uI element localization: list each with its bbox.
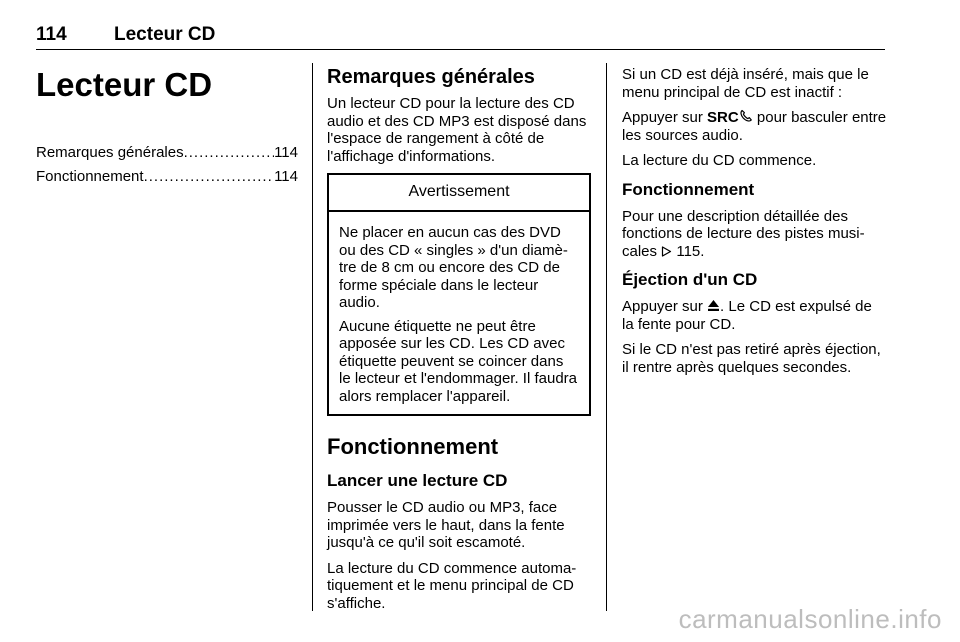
text-run: . Le CD est expulsé de la fente pour CD. [622, 298, 872, 333]
body-paragraph: La lecture du CD commence automatiquement et le menu principal de CD s'affiche. [327, 559, 577, 612]
page-reference[interactable]: 115. [676, 242, 705, 260]
column-divider-1 [312, 63, 313, 611]
page-number: 114 [36, 24, 67, 45]
chapter-heading: Lecteur CD [36, 66, 213, 103]
text-run: Pour une description détaillée des fonctions de lecture des pistes musicales [622, 207, 865, 260]
header-rule [36, 49, 885, 50]
body-paragraph [622, 109, 887, 144]
toc-leader [144, 167, 275, 186]
text-run: Appuyer sur [622, 298, 708, 315]
page-ref-arrow-icon [661, 243, 672, 260]
column-1 [36, 66, 298, 191]
subsection-heading: Éjection d'un CD [622, 270, 758, 289]
column-2 [327, 66, 591, 620]
warning-paragraph: Aucune étiquette ne peut être apposée sur les CD. Les CD avec étiquette peuvent se coincer dans le lecteur et l'endommager. Il faudra alors remplacer l'appareil. [339, 317, 577, 405]
text-run: Appuyer sur [622, 109, 708, 126]
toc-label: Remarques générales [36, 144, 184, 161]
watermark: carmanualsonline.info [678, 604, 942, 634]
body-paragraph: La lecture du CD commence. [622, 152, 817, 169]
column-divider-2 [606, 63, 607, 611]
intro-paragraph: Un lecteur CD pour la lecture des CD audio et des CD MP3 est disposé dans l'espace de rangement à côté de l'affichage d'informations. [327, 95, 587, 165]
body-paragraph [622, 298, 887, 333]
warning-body [329, 212, 589, 414]
toc-leader [184, 143, 274, 162]
subsection-heading: Fonctionnement [622, 179, 755, 199]
text-run: pour basculer entre les sources audio. [622, 109, 887, 144]
phone-hook-icon [739, 109, 753, 126]
section-heading: Remarques générales [327, 66, 535, 88]
chapter-title: Lecteur CD [114, 24, 216, 45]
page-header [36, 24, 215, 46]
toc-page: 114 [274, 168, 298, 185]
warning-box [327, 173, 591, 416]
toc-entry[interactable] [36, 143, 298, 162]
body-paragraph: Pousser le CD audio ou MP3, face imprimée vers le haut, dans la fente jusqu'à ce qu'il soit escamoté. [327, 499, 565, 551]
body-paragraph: Si un CD est déjà inséré, mais que le menu principal de CD est inactif : [622, 66, 869, 101]
warning-paragraph: Ne placer en aucun cas des DVD ou des CD « singles » d'un diamètre de 8 cm ou encore des CD de forme spéciale dans le lecteur audio. [339, 224, 568, 311]
subsection-heading: Lancer une lecture CD [327, 471, 508, 490]
toc-label: Fonctionnement [36, 168, 144, 185]
toc-entry[interactable] [36, 167, 298, 186]
body-paragraph: Si le CD n'est pas retiré après éjection, il rentre après quelques secondes. [622, 341, 881, 376]
eject-icon [707, 298, 720, 315]
src-key-label: SRC [707, 109, 739, 126]
section-heading: Fonctionnement [327, 434, 499, 459]
column-3 [622, 66, 887, 384]
toc-page: 114 [274, 144, 298, 161]
body-paragraph [622, 208, 887, 261]
warning-title: Avertissement [329, 175, 589, 212]
